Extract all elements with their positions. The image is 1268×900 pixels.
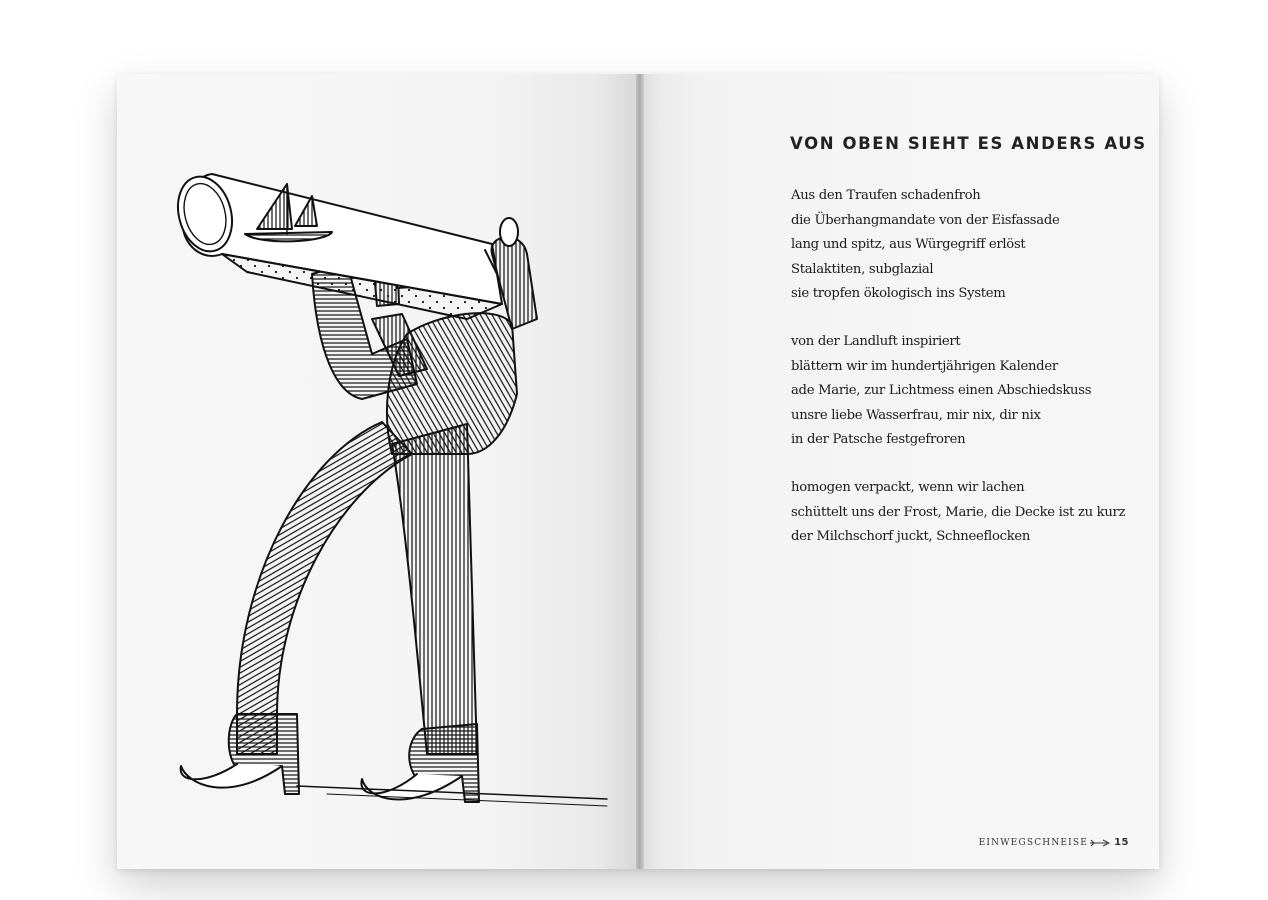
poem-line: die Überhangmandate von der Eisfassade bbox=[791, 212, 1060, 228]
poem-line: blättern wir im hundertjährigen Kalender bbox=[791, 358, 1058, 374]
book-gutter bbox=[636, 74, 644, 869]
stanza-1 bbox=[791, 184, 1060, 307]
poem-line: lang und spitz, aus Würgegriff erlöst bbox=[791, 237, 1026, 252]
book-spread bbox=[117, 74, 1159, 869]
poem-line: Aus den Traufen schadenfroh bbox=[791, 188, 981, 203]
poem-line: unsre liebe Wasserfrau, mir nix, dir nix bbox=[791, 407, 1041, 423]
arrow-right-icon bbox=[1090, 839, 1110, 847]
poem-line: der Milchschorf juckt, Schneeflocken bbox=[791, 529, 1031, 544]
running-head: EINWEGSCHNEISE bbox=[978, 837, 1089, 848]
left-page bbox=[117, 74, 640, 869]
page-number: 15 bbox=[1114, 837, 1129, 848]
page-footer bbox=[979, 837, 1129, 848]
figure-with-telescope-illustration bbox=[167, 154, 617, 814]
poem-line: homogen verpackt, wenn wir lachen bbox=[791, 480, 1025, 495]
stanza-3 bbox=[791, 476, 1125, 550]
stanza-2 bbox=[791, 330, 1091, 453]
poem-line: schüttelt uns der Frost, Marie, die Decke ist zu kurz bbox=[791, 504, 1126, 520]
poem-line: sie tropfen ökologisch ins System bbox=[791, 286, 1006, 301]
poem-line: von der Landluft inspiriert bbox=[791, 334, 961, 349]
poem-line: ade Marie, zur Lichtmess einen Abschiedskuss bbox=[791, 383, 1092, 398]
poem-line: in der Patsche festgefroren bbox=[791, 432, 966, 447]
poem-line: Stalaktiten, subglazial bbox=[791, 261, 934, 277]
right-page bbox=[640, 74, 1159, 869]
poem-title: VON OBEN SIEHT ES ANDERS AUS bbox=[790, 134, 1147, 153]
